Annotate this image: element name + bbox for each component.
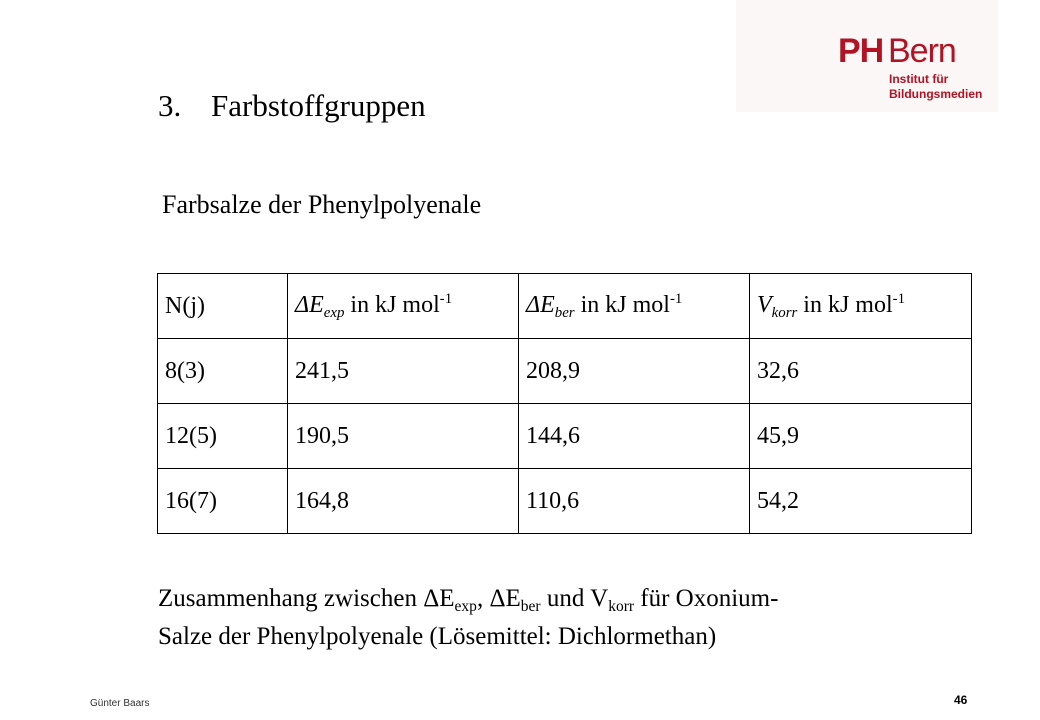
table-cell: 45,9 (750, 404, 972, 469)
page-title (158, 88, 426, 124)
footer-author: Günter Baars (90, 698, 150, 709)
table-cell: 190,5 (288, 404, 519, 469)
header-symbol: ΔE (295, 291, 324, 318)
table-cell: 241,5 (288, 339, 519, 404)
caption-text: und V (540, 585, 609, 612)
caption-line-2: Salze der Phenylpolyenale (Lösemittel: Dichlormethan) (158, 623, 717, 650)
table-cell: 110,6 (519, 469, 750, 534)
section-title: Farbstoffgruppen (211, 88, 426, 123)
header-superscript: -1 (669, 290, 683, 307)
caption-subscript: korr (608, 598, 635, 615)
header-cell-v-korr (750, 274, 972, 339)
table-cell: 208,9 (519, 339, 750, 404)
caption-text: Zusammenhang zwischen ΔE (158, 585, 455, 612)
table-cell: 8(3) (158, 339, 288, 404)
section-number: 3. (158, 88, 182, 123)
header-cell-e-ber (519, 274, 750, 339)
header-n-label: N(j) (165, 292, 205, 319)
header-symbol: V (757, 291, 772, 318)
header-superscript: -1 (892, 290, 906, 307)
caption-text: für Oxonium- (634, 585, 779, 612)
caption-text: , ΔE (476, 585, 521, 612)
table-caption (158, 584, 958, 652)
header-unit: in kJ mol (797, 291, 893, 318)
logo-ph: PH (838, 32, 884, 70)
header-subscript: ber (554, 304, 575, 321)
header-symbol: ΔE (526, 291, 555, 318)
header-cell-n (158, 274, 288, 339)
header-subscript: korr (771, 304, 798, 321)
header-unit: in kJ mol (344, 291, 440, 318)
logo-line-1: Institut für (889, 72, 949, 86)
table-cell: 164,8 (288, 469, 519, 534)
caption-subscript: exp (454, 598, 477, 615)
table-cell: 32,6 (750, 339, 972, 404)
logo-line-2: Bildungsmedien (889, 87, 983, 101)
caption-line-1 (158, 584, 958, 622)
header-subscript: exp (323, 304, 345, 321)
table-cell: 16(7) (158, 469, 288, 534)
data-table (157, 273, 972, 534)
table-subtitle: Farbsalze der Phenylpolyenale (162, 190, 482, 219)
logo-subtitle (889, 72, 982, 102)
table-cell: 12(5) (158, 404, 288, 469)
table-cell: 144,6 (519, 404, 750, 469)
table-row (158, 469, 972, 534)
logo-bern: Bern (888, 32, 956, 70)
header-superscript: -1 (439, 290, 453, 307)
header-unit: in kJ mol (574, 291, 670, 318)
table-header-row (158, 274, 972, 339)
header-cell-e-exp (288, 274, 519, 339)
table-cell: 54,2 (750, 469, 972, 534)
page-number: 46 (954, 693, 968, 707)
table-row (158, 339, 972, 404)
caption-subscript: ber (520, 598, 541, 615)
table-row (158, 404, 972, 469)
